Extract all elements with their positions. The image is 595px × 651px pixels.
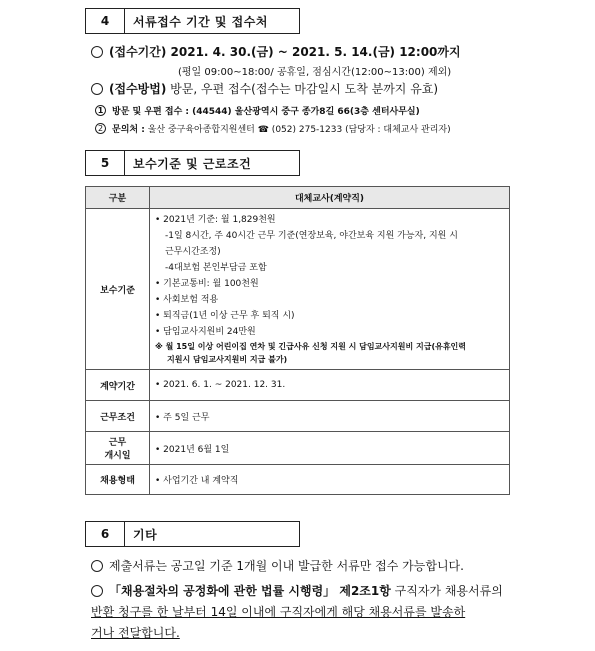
row-label: 채용형태: [86, 465, 150, 495]
circle-bullet-icon: [91, 560, 103, 572]
application-period-note: (평일 09:00~18:00/ 공휴일, 점심시간(12:00~13:00) 제외): [178, 67, 452, 78]
section-4-header: [85, 8, 300, 34]
row-value: • 2021. 6. 1. ~ 2021. 12. 31.: [150, 370, 510, 401]
row-value: • 사업기간 내 계약직: [150, 465, 510, 495]
pay-details: • 2021년 기준: 월 1,829천원 -1일 8시간, 주 40시간 근무 기준(연장보육, 야간보육 지원 가능자, 지원 시 근무시간조정) -4대보험 본인부담금 포함 • 기본교통비: 월 100천원 • 사회보험 적용 • 퇴직금(1년 이상 근무 후 퇴직 시) • 담임교사지원비 24만원 ※ 월 15일 이상 어린이집 연차 및 긴급사유 신청 지원 시 담임교사지원비 지급(유휴인력 지원시 담임교사지원비 지급 불가): [150, 209, 510, 370]
other-note-2-cont: 거나 전달합니다.: [91, 626, 180, 640]
application-method: (접수방법) 방문, 우편 접수(접수는 마감일시 도착 분까지 유효): [91, 80, 438, 97]
section-title: 서류접수 기간 및 접수처: [133, 14, 268, 29]
section-6-header: [85, 521, 300, 547]
section-5-header: [85, 150, 300, 176]
row-label: 근무조건: [86, 401, 150, 432]
application-period: (접수기간) 2021. 4. 30.(금) ~ 2021. 5. 14.(금) 12:00까지: [91, 43, 461, 60]
circle-bullet-icon: [91, 83, 103, 95]
submission-address: 1 방문 및 우편 접수 : (44544) 울산광역시 중구 종가8길 66(3층 센터사무실): [95, 104, 420, 117]
other-note-2-cont: 반환 청구를 한 날부터 14일 이내에 구직자에게 해당 채용서류를 발송하: [91, 605, 466, 619]
row-label: 보수기준: [86, 209, 150, 370]
section-number: 6: [86, 522, 125, 546]
row-value: • 주 5일 근무: [150, 401, 510, 432]
table-row-start-date: [86, 432, 510, 465]
other-note-2: 「채용절차의 공정화에 관한 법률 시행령」 제2조1항 구직자가 채용서류의: [91, 582, 503, 599]
table-row-work: [86, 401, 510, 432]
circle-bullet-icon: [91, 46, 103, 58]
pay-note: ※ 월 15일 이상 어린이집 연차 및 긴급사유 신청 지원 시 담임교사지원비 지급(유휴인력: [155, 342, 467, 351]
row-label: 근무 개시일: [86, 432, 150, 465]
work-conditions-table: [85, 186, 510, 495]
table-header-substitute-teacher: 대체교사(계약직): [150, 187, 510, 209]
table-row-employment: [86, 465, 510, 495]
section-title: 보수기준 및 근로조건: [133, 156, 252, 171]
circled-number-2: 2: [95, 123, 106, 134]
row-label: 계약기간: [86, 370, 150, 401]
section-title: 기타: [133, 527, 158, 542]
circle-bullet-icon: [91, 585, 103, 597]
section-number: 5: [86, 151, 125, 175]
table-row-pay: [86, 209, 510, 370]
table-row-contract: [86, 370, 510, 401]
row-value: • 2021년 6월 1일: [150, 432, 510, 465]
other-note-1: 제출서류는 공고일 기준 1개월 이내 발급한 서류만 접수 가능합니다.: [91, 557, 464, 574]
section-number: 4: [86, 9, 125, 33]
circled-number-1: 1: [95, 105, 106, 116]
contact-info: 2 문의처 : 울산 중구육아종합지원센터 ☎ (052) 275-1233 (담당자 : 대체교사 관리자): [95, 122, 451, 135]
table-header-category: 구분: [86, 187, 150, 209]
